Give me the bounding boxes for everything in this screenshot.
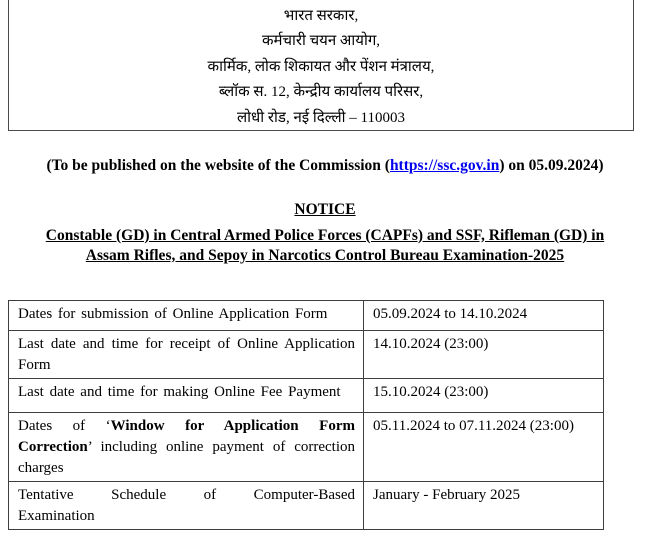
schedule-label-bold: Window for Application Form Correction <box>18 418 355 455</box>
schedule-label: Tentative Schedule of Computer-Based Examination <box>9 482 364 530</box>
table-row <box>9 331 604 379</box>
table-row <box>9 482 604 530</box>
publish-line-suffix: ) on 05.09.2024) <box>499 157 604 174</box>
letterhead-line-address: लोधी रोड, नई दिल्ली – 110003 <box>236 109 405 126</box>
letterhead-line-commission: कर्मचारी चयन आयोग, <box>261 33 381 50</box>
letterhead-box <box>8 0 634 131</box>
publish-line <box>0 157 650 175</box>
schedule-label: Last date and time for receipt of Online Application Form <box>9 331 364 379</box>
exam-title: Constable (GD) in Central Armed Police Forces (CAPFs) and SSF, Rifleman (GD) in Assam Rifles, and Sepoy in Narcotics Control Bureau Examination-2025 <box>45 227 605 264</box>
notice-heading: NOTICE <box>294 201 356 218</box>
schedule-label: Last date and time for making Online Fee Payment <box>9 379 364 413</box>
publish-line-prefix: (To be published on the website of the Commission ( <box>46 157 390 174</box>
schedule-table <box>8 300 604 530</box>
letterhead-line-ministry: कार्मिक, लोक शिकायत और पेंशन मंत्रालय, <box>207 58 435 75</box>
schedule-label: Dates for submission of Online Application Form <box>9 301 364 331</box>
table-row <box>9 301 604 331</box>
ssc-website-link[interactable]: https://ssc.gov.in <box>389 157 500 174</box>
schedule-value: January - February 2025 <box>364 482 604 530</box>
letterhead-line-block: ब्लॉक स. 12, केन्द्रीय कार्यालय परिसर, <box>218 84 424 101</box>
letterhead-line-govt: भारत सरकार, <box>283 8 359 24</box>
schedule-label <box>9 413 364 482</box>
schedule-label-prefix: Dates of ‘ <box>18 418 111 434</box>
schedule-value: 15.10.2024 (23:00) <box>364 379 604 413</box>
schedule-value: 05.09.2024 to 14.10.2024 <box>364 301 604 331</box>
table-row <box>9 413 604 482</box>
schedule-label-suffix: ’ including online payment of correction charges <box>18 439 355 476</box>
schedule-value: 14.10.2024 (23:00) <box>364 331 604 379</box>
table-row <box>9 379 604 413</box>
schedule-value: 05.11.2024 to 07.11.2024 (23:00) <box>364 413 604 482</box>
